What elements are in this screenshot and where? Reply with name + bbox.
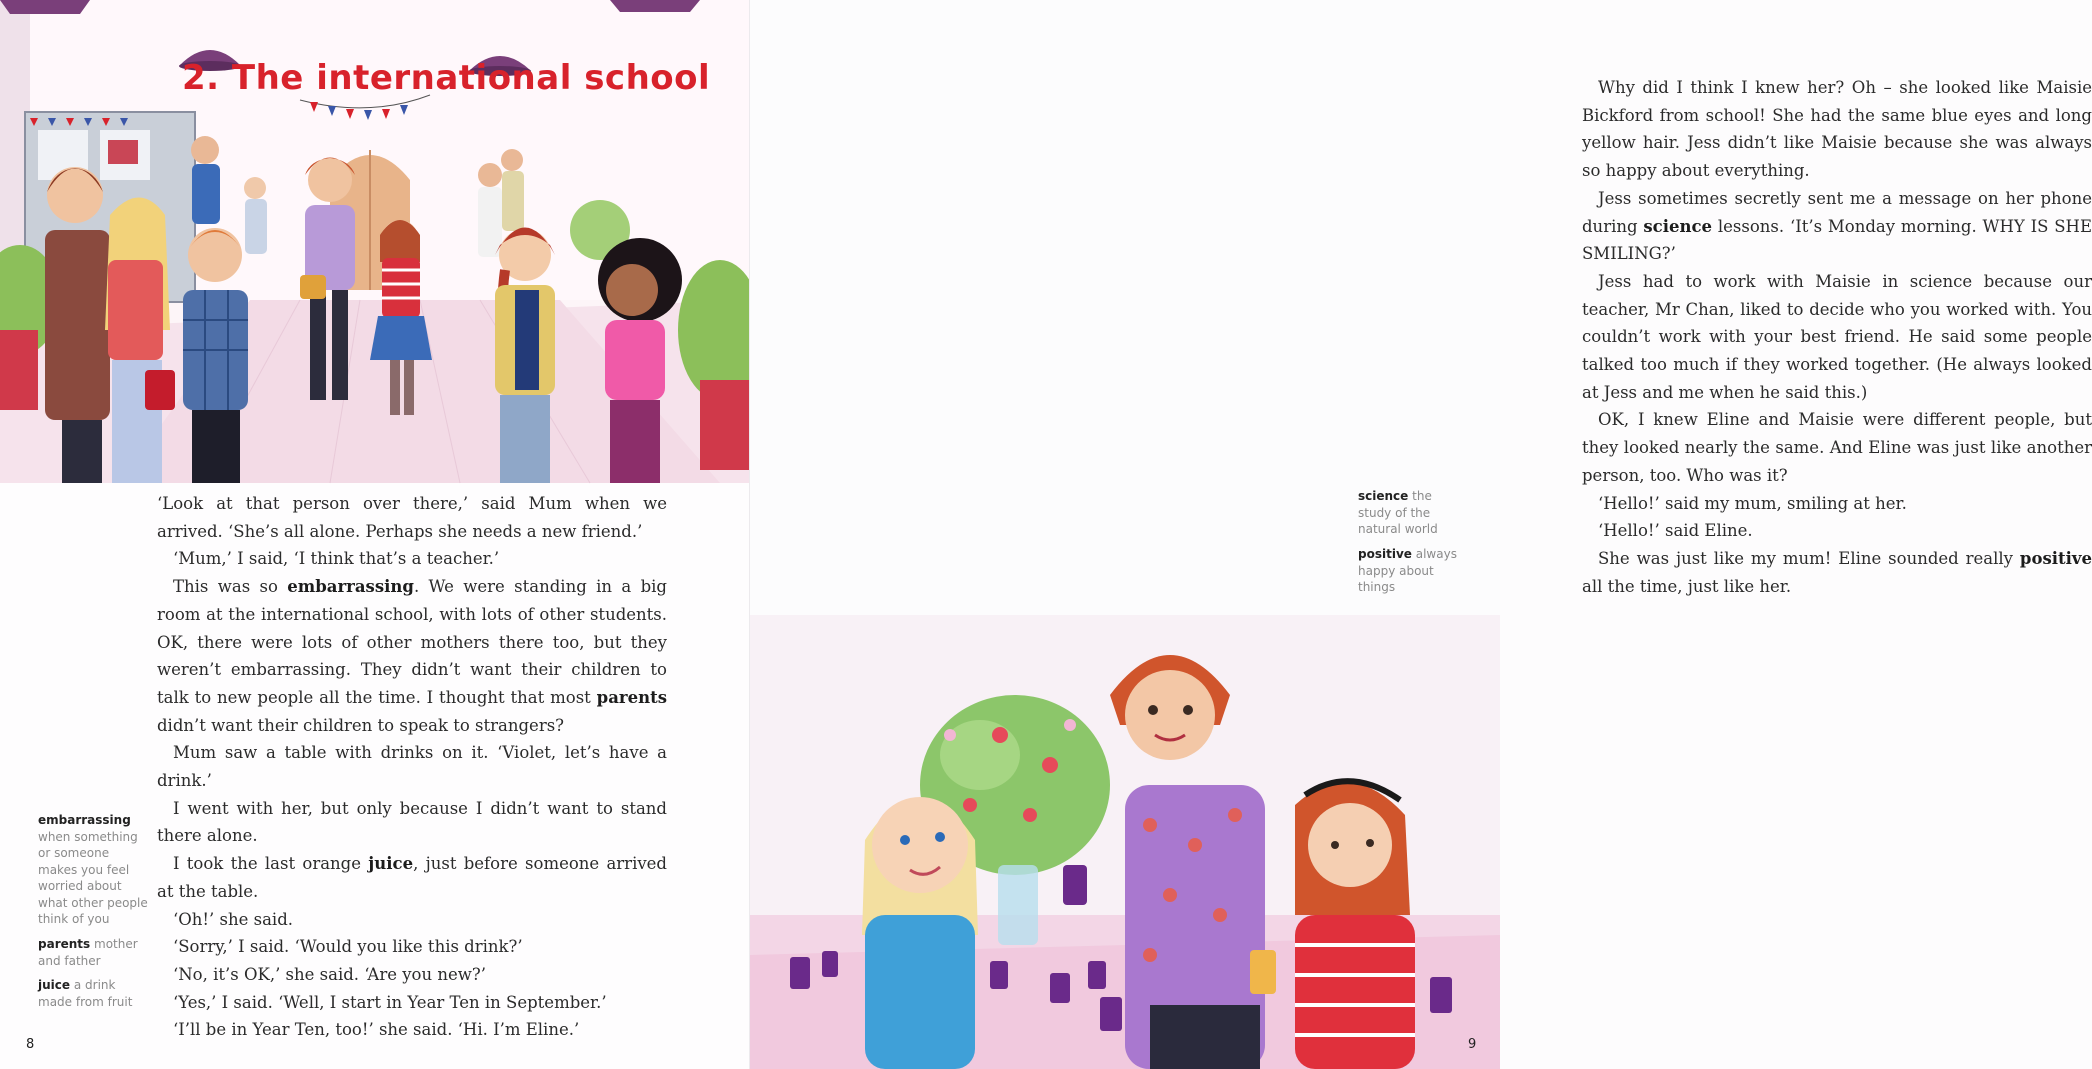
paragraph: Why did I think I knew her? Oh – she looked like Maisie Bickford from school! She had the same blue eyes and long yellow hair. Jess didn’t like Maisie because she was always so happy about everything. <box>1582 78 2092 181</box>
paragraph: ‘Look at that person over there,’ said Mum when we arrived. ‘She’s all alone. Perhaps she needs a new friend.’ <box>157 494 667 541</box>
glossary-definition: always happy about things <box>1358 547 1457 594</box>
glossary-entry-science <box>1358 488 1468 538</box>
paragraph: I took the last orange juice, just before someone arrived at the table. <box>157 854 667 901</box>
glossary-entry-juice <box>38 977 148 1010</box>
glossary-term: embarrassing <box>38 813 131 827</box>
paragraph: I went with her, but only because I didn’t want to stand there alone. <box>157 798 667 846</box>
glossary-word: juice <box>368 854 414 874</box>
paragraph: ‘No, it’s OK,’ she said. ‘Are you new?’ <box>173 964 486 984</box>
paragraph: Jess had to work with Maisie in science because our teacher, Mr Chan, liked to decide who you worked with. You couldn’t work with your best friend. He said some people talked too much if they worked together. (He always looked at Jess and me when he said this.) <box>1582 271 2092 402</box>
glossary-definition: when something or someone makes you feel worried about what other people think of you <box>38 829 148 926</box>
glossary-entry-parents <box>38 936 148 969</box>
drinks-table-illustration <box>750 615 1500 1069</box>
chapter-title: 2. The international school <box>182 58 711 98</box>
paragraph: Mum saw a table with drinks on it. ‘Violet, let’s have a drink.’ <box>157 743 667 791</box>
glossary-word: parents <box>596 687 667 707</box>
paragraph: This was so embarrassing. We were standing in a big room at the international school, with lots of other students. OK, there were lots of other mothers there too, but they weren’t embarrassing. They didn’t want their children to talk to new people all the time. I thought that most parents didn’t want their children to speak to strangers? <box>157 577 667 735</box>
paragraph: ‘Hello!’ said my mum, smiling at her. <box>1598 493 1907 513</box>
paragraph: She was just like my mum! Eline sounded really positive all the time, just like her. <box>1582 548 2092 596</box>
paragraph: ‘I’ll be in Year Ten, too!’ she said. ‘Hi. I’m Eline.’ <box>173 1020 580 1040</box>
glossary-word: science <box>1643 216 1713 236</box>
glossary-term: positive <box>1358 547 1412 561</box>
right-body-text <box>1582 74 2092 600</box>
paragraph: ‘Oh!’ she said. <box>173 909 294 929</box>
glossary-term: juice <box>38 978 71 992</box>
page-number: 8 <box>26 1037 35 1052</box>
glossary-term: parents <box>38 937 91 951</box>
glossary-word: embarrassing <box>287 577 414 597</box>
glossary-entry-embarrassing <box>38 812 148 928</box>
glossary-definition: a drink made from fruit <box>38 978 133 1009</box>
glossary-entry-positive <box>1358 546 1468 596</box>
paragraph: OK, I knew Eline and Maisie were different people, but they looked nearly the same. And Eline was just like another person, too. Who was it? <box>1582 410 2092 485</box>
glossary-term: science <box>1358 489 1409 503</box>
paragraph: ‘Sorry,’ I said. ‘Would you like this drink?’ <box>173 937 523 957</box>
left-body-text <box>157 490 667 1044</box>
paragraph: ‘Hello!’ said Eline. <box>1598 521 1753 541</box>
page-number: 9 <box>1468 1037 1477 1052</box>
glossary-definition: mother and father <box>38 937 138 968</box>
left-page <box>0 0 750 1069</box>
paragraph: ‘Yes,’ I said. ‘Well, I start in Year Ten in September.’ <box>173 992 607 1012</box>
paragraph: ‘Mum,’ I said, ‘I think that’s a teacher.’ <box>173 549 500 569</box>
glossary-definition: the study of the natural world <box>1358 489 1438 536</box>
paragraph: Jess sometimes secretly sent me a message on her phone during science lessons. ‘It’s Monday morning. WHY IS SHE SMILING?’ <box>1582 188 2092 264</box>
glossary-word: positive <box>2019 548 2092 568</box>
right-page <box>750 0 2092 1069</box>
